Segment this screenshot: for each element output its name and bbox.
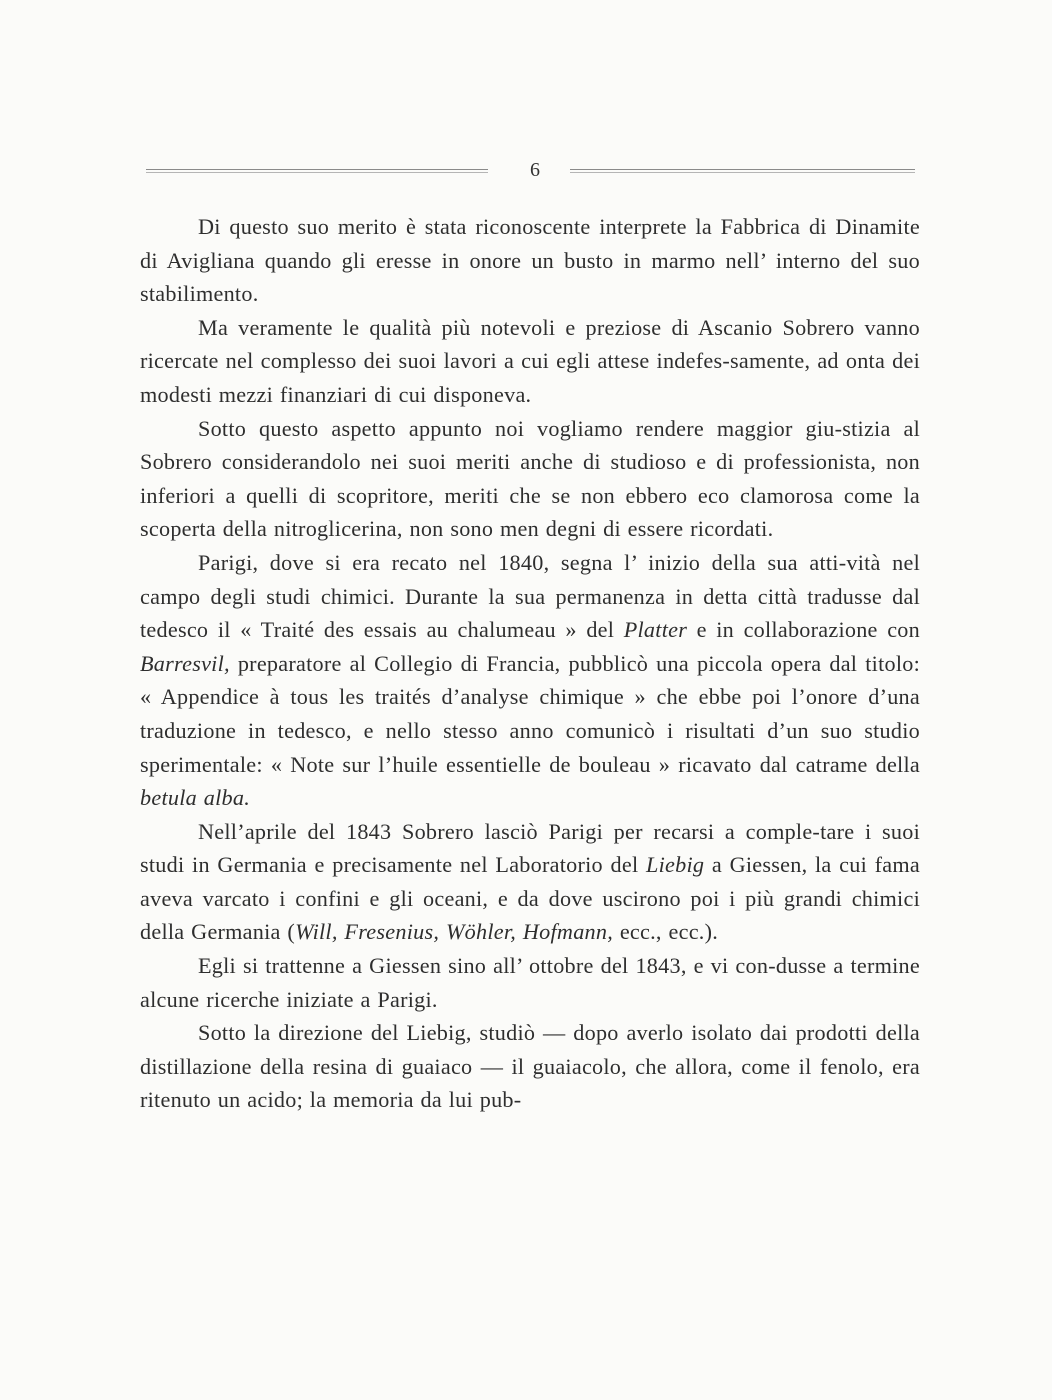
italic-text: Platter: [623, 617, 688, 643]
paragraph: [140, 1016, 920, 1117]
paragraph: [140, 546, 920, 815]
paragraph-text: ecc., ecc.).: [613, 919, 719, 945]
paragraph: [140, 311, 920, 412]
paragraph-text: Sotto la direzione del Liebig, studiò — dopo averlo isolato dai prodotti della distillazione della resina di guaiaco — il guaiacolo, che allora, come il fenolo, era ritenuto un acido; la memoria da lui pub-: [140, 1020, 920, 1113]
header-rule-right: [570, 169, 915, 173]
body-text: [140, 210, 920, 1117]
italic-text: Liebig: [646, 852, 705, 878]
paragraph-text: e in collaborazione con: [687, 617, 920, 643]
paragraph-text: Sotto questo aspetto appunto noi vogliamo rendere maggior giu-stizia al Sobrero considerandolo nei suoi meriti anche di studioso e di professionista, non inferiori a quelli di scopritore, meriti che se non ebbero eco clamorosa come la scoperta della nitroglicerina, non sono men degni di essere ricordati.: [140, 415, 920, 542]
paragraph-text: Egli si trattenne a Giessen sino all’ ottobre del 1843, e vi con-dusse a termine alcune ricerche iniziate a Parigi.: [140, 953, 920, 1012]
paragraph: [140, 949, 920, 1016]
page-number: 6: [530, 159, 540, 181]
paragraph: [140, 412, 920, 546]
paragraph-text: Di questo suo merito è stata riconoscente interprete la Fabbrica di Dinamite di Avigliana quando gli eresse in onore un busto in marmo nell’ interno del suo stabilimento.: [140, 214, 920, 307]
paragraph: [140, 210, 920, 311]
paragraph-text: Nell’aprile del 1843 Sobrero lasciò Parigi per recarsi a comple-tare i suoi studi in Germania e precisamente nel Laboratorio del: [140, 818, 920, 878]
paragraph-text: Ma veramente le qualità più notevoli e preziose di Ascanio Sobrero vanno ricercate nel complesso dei suoi lavori a cui egli attese indefes-samente, ad onta dei modesti mezzi finanziari di cui disponeva.: [140, 314, 920, 407]
header-rule-left: [146, 169, 488, 173]
italic-text: Will, Fresenius, Wöhler, Hofmann,: [295, 919, 614, 945]
paragraph-text: a Giessen, la cui fama aveva varcato i confini e gli oceani, e da dove uscirono poi i più grandi chimici della Germania (: [140, 852, 920, 945]
paragraph: [140, 815, 920, 949]
italic-text: betula alba.: [140, 785, 250, 811]
italic-text: Barresvil,: [140, 650, 230, 676]
paragraph-text: Parigi, dove si era recato nel 1840, segna l’ inizio della sua atti-vità nel campo degli studi chimici. Durante la sua permanenza in detta città tradusse dal tedesco il « Traité des essais au chalumeau » del: [140, 549, 920, 643]
page-header: [140, 158, 920, 184]
paragraph-text: preparatore al Collegio di Francia, pubblicò una piccola opera dal titolo: « Appendice à tous les traités d’analyse chimique » che ebbe poi l’onore d’una traduzione in tedesco, e nello stesso anno comunicò i risultati d’un suo studio sperimentale: « Note sur l’huile essentielle de bouleau » ricavato dal catrame della: [140, 650, 920, 777]
